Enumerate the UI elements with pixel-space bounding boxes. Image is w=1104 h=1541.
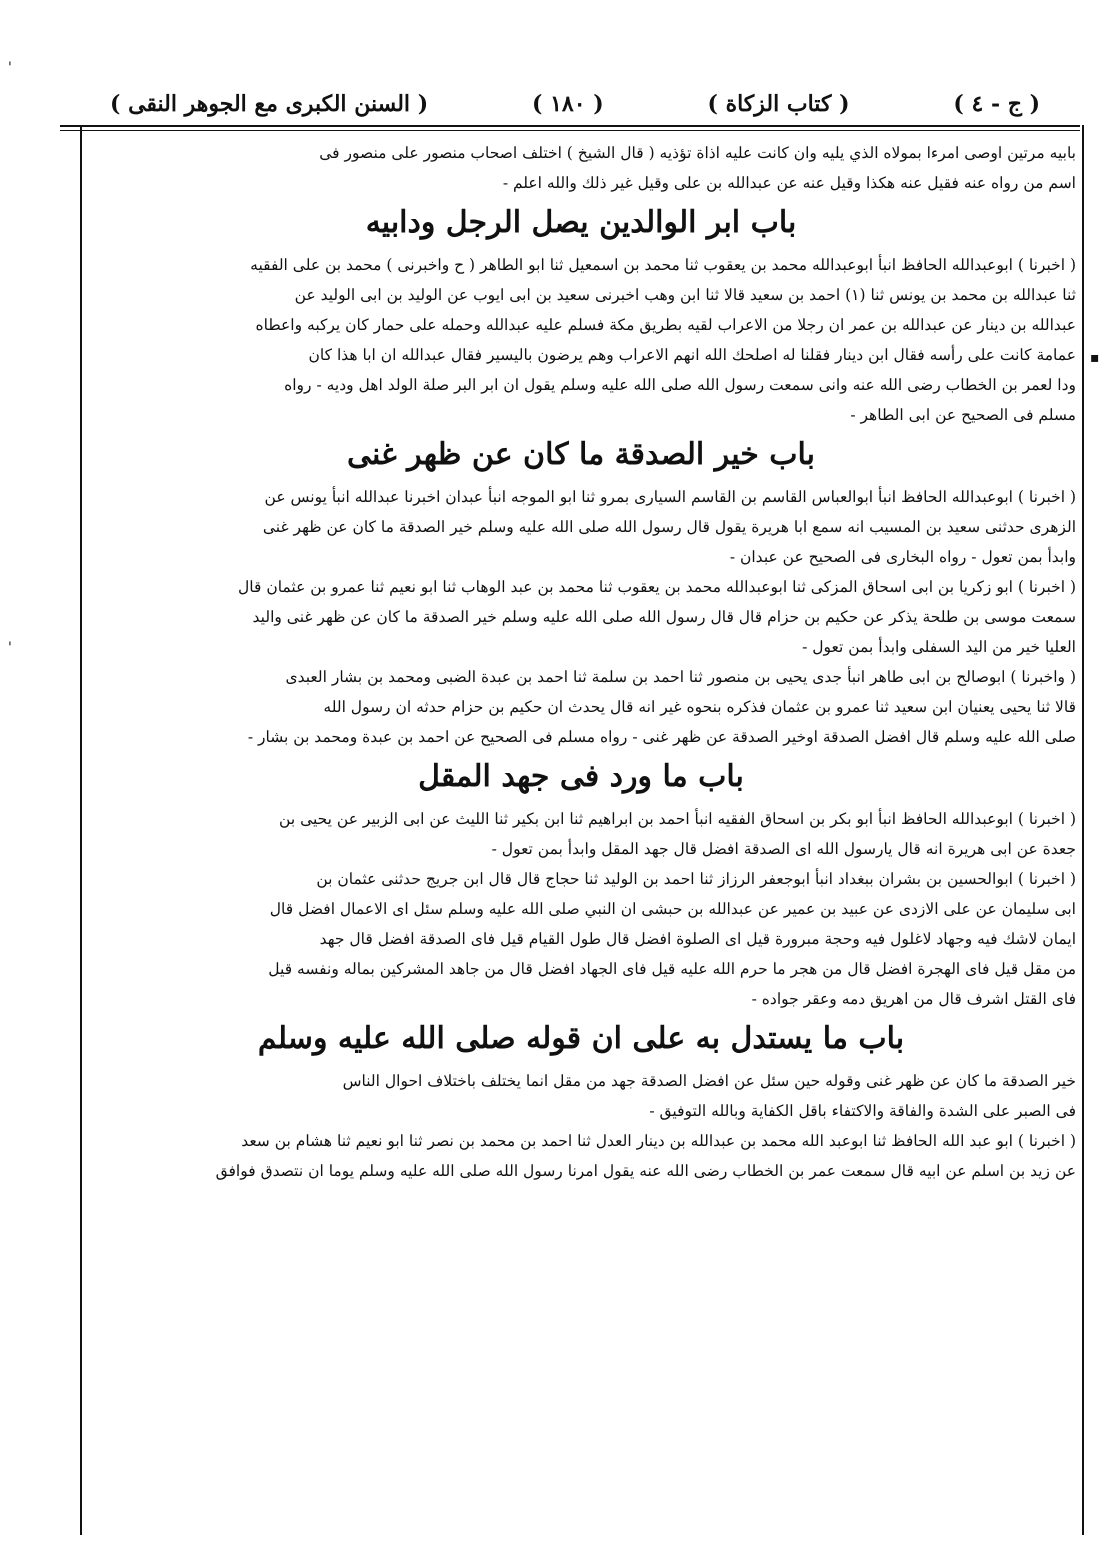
page-header (110, 86, 1040, 122)
text-line: عن زيد بن اسلم عن ابيه قال سمعت عمر بن الخطاب رضى الله عنه يقول امرنا رسول الله صلى الله عليه وسلم يوما ان نتصدق فوافق (215, 1162, 1076, 1180)
page-body (86, 138, 1076, 1186)
scan-mark: ▪ (1090, 350, 1100, 366)
section-heading: باب ما يستدل به على ان قوله صلى الله عليه وسلم (257, 1021, 905, 1056)
text-line: الزهرى حدثنى سعيد بن المسيب انه سمع ابا هريرة يقول قال رسول الله صلى الله عليه وسلم خير الصدقة ما كان عن ظهر غنى (262, 518, 1076, 536)
section-heading: باب خير الصدقة ما كان عن ظهر غنى (346, 437, 816, 472)
text-line: ( اخبرنا ) ابو عبد الله الحافظ ثنا ابوعبد الله محمد بن عبدالله بن دينار العدل ثنا احمد بن محمد بن نصر ثنا ابو نعيم ثنا هشام بن سعد (241, 1132, 1076, 1150)
text-line: اسم من رواه عنه فقيل عنه هكذا وقيل عنه عن عبدالله بن على وقيل غير ذلك والله اعلم - (502, 174, 1076, 192)
text-line: قالا ثنا يحيى يعنيان ابن سعيد ثنا عمرو بن عثمان فذكره بنحوه غير انه قال يحدث ان حكيم بن حزام حدثه ان رسول الله (323, 698, 1076, 716)
right-border (1082, 125, 1084, 1535)
text-line: من مقل قيل فاى الهجرة افضل قال من هجر ما حرم الله عليه قيل فاى الجهاد افضل قال من جاهد المشركين بماله ونفسه قيل (268, 960, 1076, 978)
page-number: ( ١٨٠ ) (532, 91, 604, 117)
text-line: جعدة عن ابى هريرة انه قال يارسول الله اى الصدقة افضل قال جهد المقل وابدأ بمن تعول - (491, 840, 1076, 858)
scan-mark: ' (8, 640, 12, 656)
text-line: ( اخبرنا ) ابو زكريا بن ابى اسحاق المزكى ثنا ابوعبدالله محمد بن يعقوب ثنا محمد بن عبد الوهاب ثنا ابو نعيم ثنا عمرو بن عثمان قال (238, 578, 1076, 596)
text-line: صلى الله عليه وسلم قال افضل الصدقة اوخير الصدقة عن ظهر غنى - رواه مسلم فى الصحيح عن احمد بن عبدة ومحمد بن بشار - (247, 728, 1076, 746)
text-line: العليا خير من اليد السفلى وابدأ بمن تعول - (802, 638, 1076, 656)
text-line: ثنا عبدالله بن محمد بن يونس ثنا (١) احمد بن سعيد قالا ثنا ابن وهب اخبرنى سعيد بن ابى ايوب عن الوليد بن ابى الوليد عن (294, 286, 1076, 304)
text-line: ( اخبرنا ) ابوعبدالله الحافظ انبأ ابوعبدالله محمد بن يعقوب ثنا محمد بن اسمعيل ثنا ابو الطاهر ( ح واخبرنى ) محمد بن على الفقيه (250, 256, 1076, 274)
text-line: ايمان لاشك فيه وجهاد لاغلول فيه وحجة مبرورة قيل اى الصلوة افضل قال طول القيام قيل فاى الصدقة افضل قال جهد (319, 930, 1076, 948)
text-line: ( اخبرنا ) ابوعبدالله الحافظ انبأ ابو بكر بن اسحاق الفقيه انبأ احمد بن ابراهيم ثنا ابن بكير ثنا الليث عن ابى الزبير عن يحيى بن (279, 810, 1076, 828)
book-title: ( السنن الكبرى مع الجوهر النقى ) (110, 91, 429, 117)
text-line: ( اخبرنا ) ابوعبدالله الحافظ انبأ ابوالعباس القاسم بن القاسم السيارى بمرو ثنا ابو الموجه انبأ عبدان اخبرنا عبدالله انبأ يونس عن (264, 488, 1076, 506)
text-line: مسلم فى الصحيح عن ابى الطاهر - (850, 406, 1076, 424)
text-line: وابدأ بمن تعول - رواه البخارى فى الصحيح عن عبدان - (729, 548, 1076, 566)
text-line: ابى سليمان عن على الازدى عن عبيد بن عمير عن عبدالله بن حبشى ان النبي صلى الله عليه وسلم سئل اى الاعمال افضل قال (269, 900, 1076, 918)
text-line: بابيه مرتين اوصى امرءا بمولاه الذي يليه وان كانت عليه اذاة تؤذيه ( قال الشيخ ) اختلف اصحاب منصور على منصور فى (319, 144, 1076, 162)
text-line: ( اخبرنا ) ابوالحسين بن بشران ببغداد انبأ ابوجعفر الرزاز ثنا احمد بن الوليد ثنا حجاج قال قال ابن جريج حدثنى عثمان بن (316, 870, 1076, 888)
text-line: ودا لعمر بن الخطاب رضى الله عنه وانى سمعت رسول الله صلى الله عليه وسلم يقول ان ابر البر صلة الولد اهل وديه - رواه (284, 376, 1076, 394)
section-heading: باب ما ورد فى جهد المقل (418, 759, 744, 794)
section-heading: باب ابر الوالدين يصل الرجل ودابيه (365, 205, 797, 240)
left-border (80, 125, 82, 1535)
volume-number: ( ج - ٤ ) (953, 91, 1040, 117)
text-line: فى الصبر على الشدة والفاقة والاكتفاء باقل الكفاية وبالله التوفيق - (649, 1102, 1076, 1120)
scan-mark: ' (8, 60, 12, 76)
text-line: عمامة كانت على رأسه فقال ابن دينار فقلنا له اصلحك الله انهم الاعراب وهم يرضون باليسير فقال عبدالله ان ابا هذا كان (308, 346, 1076, 364)
text-line: فاى القتل اشرف قال من اهريق دمه وعقر جواده - (751, 990, 1076, 1008)
text-line: خير الصدقة ما كان عن ظهر غنى وقوله حين سئل عن افضل الصدقة جهد من مقل انما يختلف باختلاف احوال الناس (342, 1072, 1076, 1090)
chapter-title: ( كتاب الزكاة ) (707, 91, 850, 117)
text-line: سمعت موسى بن طلحة يذكر عن حكيم بن حزام قال قال رسول الله صلى الله عليه وسلم خير الصدقة ما كان عن ظهر غنى واليد (252, 608, 1076, 626)
header-rule-thin (60, 130, 1080, 131)
text-line: ( واخبرنا ) ابوصالح بن ابى طاهر انبأ جدى يحيى بن منصور ثنا احمد بن سلمة ثنا احمد بن عبدة الضبى ومحمد بن بشار العبدى (285, 668, 1076, 686)
text-line: عبدالله بن دينار عن عبدالله بن عمر ان رجلا من الاعراب لقيه بطريق مكة فسلم عليه عبدالله وحمله على حمار كان يركبه واعطاه (255, 316, 1076, 334)
header-rule (60, 125, 1080, 127)
